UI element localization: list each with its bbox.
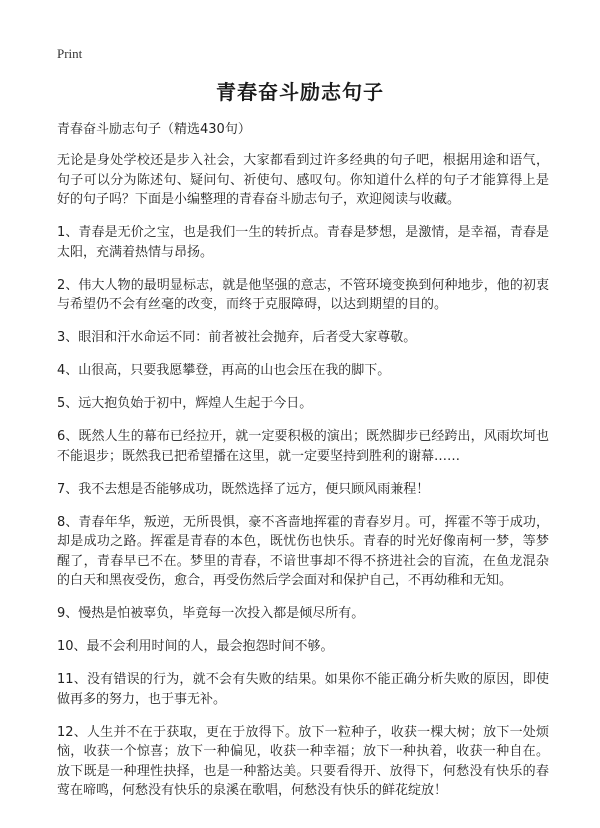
quote-paragraph: 11、没有错误的行为，就不会有失败的结果。如果你不能正确分析失败的原因，即使做再多的努力，也于事无补。	[57, 672, 549, 707]
article-body	[57, 119, 549, 814]
quote-paragraph: 12、人生并不在于获取，更在于放得下。放下一粒种子，收获一棵大树；放下一处烦恼，收获一个惊喜；放下一种偏见，收获一种幸福；放下一种执着，收获一种自在。放下既是一种理性抉择，也是一种豁达美。只要看得开、放得下，何愁没有快乐的春莺在啼鸣，何愁没有快乐的泉溪在歌唱，何愁没有快乐的鲜花绽放！	[57, 724, 549, 798]
quote-paragraph: 5、远大抱负始于初中，辉煌人生起于今日。	[57, 396, 313, 411]
intro-paragraph: 无论是身处学校还是步入社会，大家都看到过许多经典的句子吧，根据用途和语气，句子可以分为陈述句、疑问句、祈使句、感叹句。你知道什么样的句子才能算得上是好的句子吗？下面是小编整理的青春奋斗励志句子，欢迎阅读与收藏。	[57, 153, 549, 207]
quote-paragraph: 10、最不会利用时间的人，最会抱怨时间不够。	[57, 639, 334, 654]
article-subtitle: 青春奋斗励志句子（精选430句）	[57, 122, 251, 137]
quote-paragraph: 4、山很高，只要我愿攀登，再高的山也会压在我的脚下。	[57, 363, 391, 378]
quote-paragraph: 8、青春年华，叛逆，无所畏惧，豪不吝啬地挥霍的青春岁月。可，挥霍不等于成功，却是成功之路。挥霍是青春的本色，既忧伤也快乐。青春的时光好像南柯一梦，等梦醒了，青春早已不在。梦里的青春，不谙世事却不得不挤进社会的盲流，在鱼龙混杂的白天和黑夜受伤，愈合，再受伤然后学会面对和保护自己，不再幼稚和无知。	[57, 514, 549, 588]
quote-paragraph: 3、眼泪和汗水命运不同：前者被社会抛弃，后者受大家尊敬。	[57, 330, 417, 345]
quote-paragraph: 6、既然人生的幕布已经拉开，就一定要积极的演出；既然脚步已经跨出，风雨坎坷也不能退步；既然我已把希望播在这里，就一定要坚持到胜利的谢幕……	[57, 429, 549, 464]
quote-paragraph: 2、伟大人物的最明显标志，就是他坚强的意志，不管环境变换到何种地步，他的初衷与希望仍不会有丝毫的改变，而终于克服障碍，以达到期望的目的。	[57, 277, 549, 312]
page-title: 青春奋斗励志句子	[216, 80, 384, 104]
print-link[interactable]: Print	[57, 46, 83, 61]
quote-paragraph: 7、我不去想是否能够成功，既然选择了远方，便只顾风雨兼程！	[57, 481, 430, 497]
quote-paragraph: 9、慢热是怕被辜负，毕竟每一次投入都是倾尽所有。	[57, 606, 365, 621]
quote-paragraph: 1、青春是无价之宝，也是我们一生的转折点。青春是梦想，是激情，是幸福，青春是太阳，充满着热情与昂扬。	[57, 225, 549, 260]
